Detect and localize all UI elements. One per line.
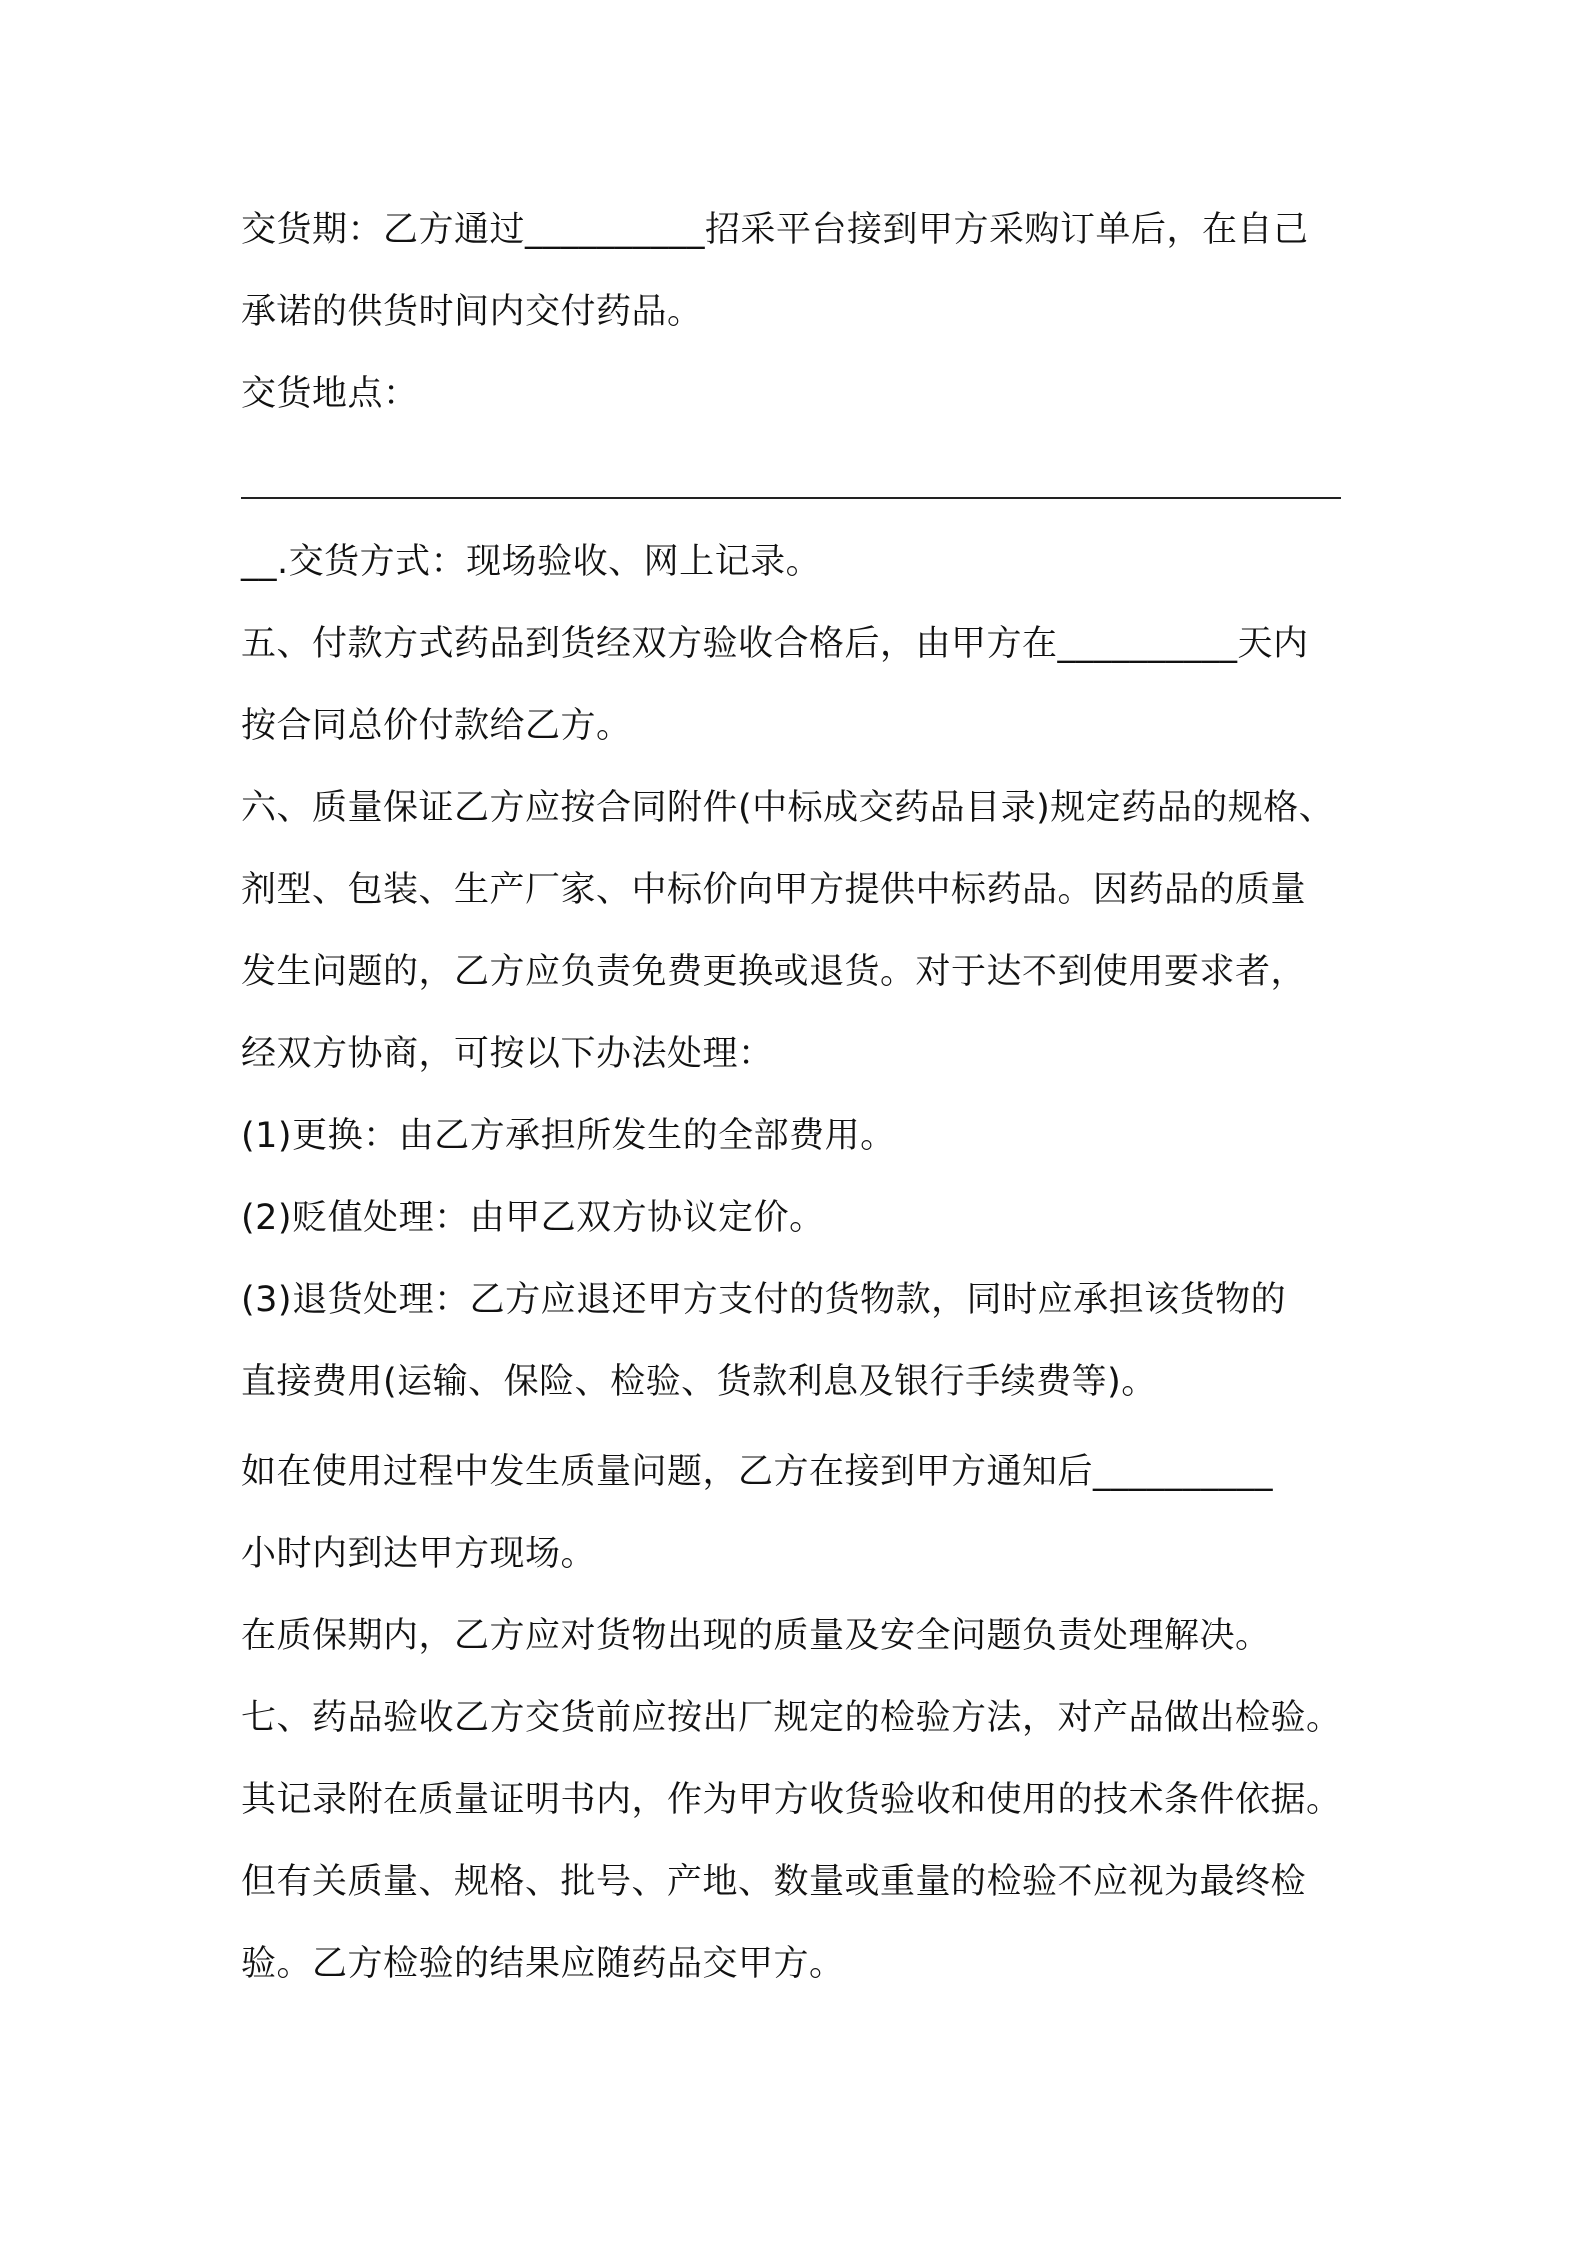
payment-line-2: 按合同总价付款给乙方。 — [241, 706, 632, 746]
acceptance-line-1: 七、药品验收乙方交货前应按出厂规定的检验方法，对产品做出检验。 — [241, 1698, 1342, 1738]
onsite-response-line-2: 小时内到达甲方现场。 — [241, 1534, 597, 1574]
quality-item-3-line-2: 直接费用(运输、保险、检验、货款利息及银行手续费等)。 — [241, 1362, 1157, 1402]
acceptance-line-3: 但有关质量、规格、批号、产地、数量或重量的检验不应视为最终检 — [241, 1862, 1307, 1902]
delivery-method-line: __.交货方式：现场验收、网上记录。 — [241, 542, 822, 582]
acceptance-line-2: 其记录附在质量证明书内，作为甲方收货验收和使用的技术条件依据。 — [241, 1780, 1342, 1820]
quality-item-1: (1)更换：由乙方承担所发生的全部费用。 — [241, 1116, 896, 1156]
payment-line-1: 五、付款方式药品到货经双方验收合格后，由甲方在__________天内 — [241, 624, 1309, 664]
acceptance-line-4: 验。乙方检验的结果应随药品交甲方。 — [241, 1944, 845, 1984]
delivery-period-line-2: 承诺的供货时间内交付药品。 — [241, 292, 703, 332]
quality-line-1: 六、质量保证乙方应按合同附件(中标成交药品目录)规定药品的规格、 — [241, 788, 1335, 828]
quality-line-4: 经双方协商，可按以下办法处理： — [241, 1034, 774, 1074]
quality-line-3: 发生问题的，乙方应负责免费更换或退货。对于达不到使用要求者， — [241, 952, 1307, 992]
quality-item-3-line-1: (3)退货处理：乙方应退还甲方支付的货物款，同时应承担该货物的 — [241, 1280, 1287, 1320]
quality-line-2: 剂型、包装、生产厂家、中标价向甲方提供中标药品。因药品的质量 — [241, 870, 1307, 910]
warranty-line: 在质保期内，乙方应对货物出现的质量及安全问题负责处理解决。 — [241, 1616, 1271, 1656]
delivery-location-label: 交货地点： — [241, 374, 419, 414]
quality-item-2: (2)贬值处理：由甲乙双方协议定价。 — [241, 1198, 825, 1238]
delivery-period-line-1: 交货期：乙方通过__________招采平台接到甲方采购订单后，在自己 — [241, 210, 1309, 250]
onsite-response-line-1: 如在使用过程中发生质量问题，乙方在接到甲方通知后__________ — [241, 1452, 1274, 1492]
delivery-location-blank — [241, 497, 1341, 499]
